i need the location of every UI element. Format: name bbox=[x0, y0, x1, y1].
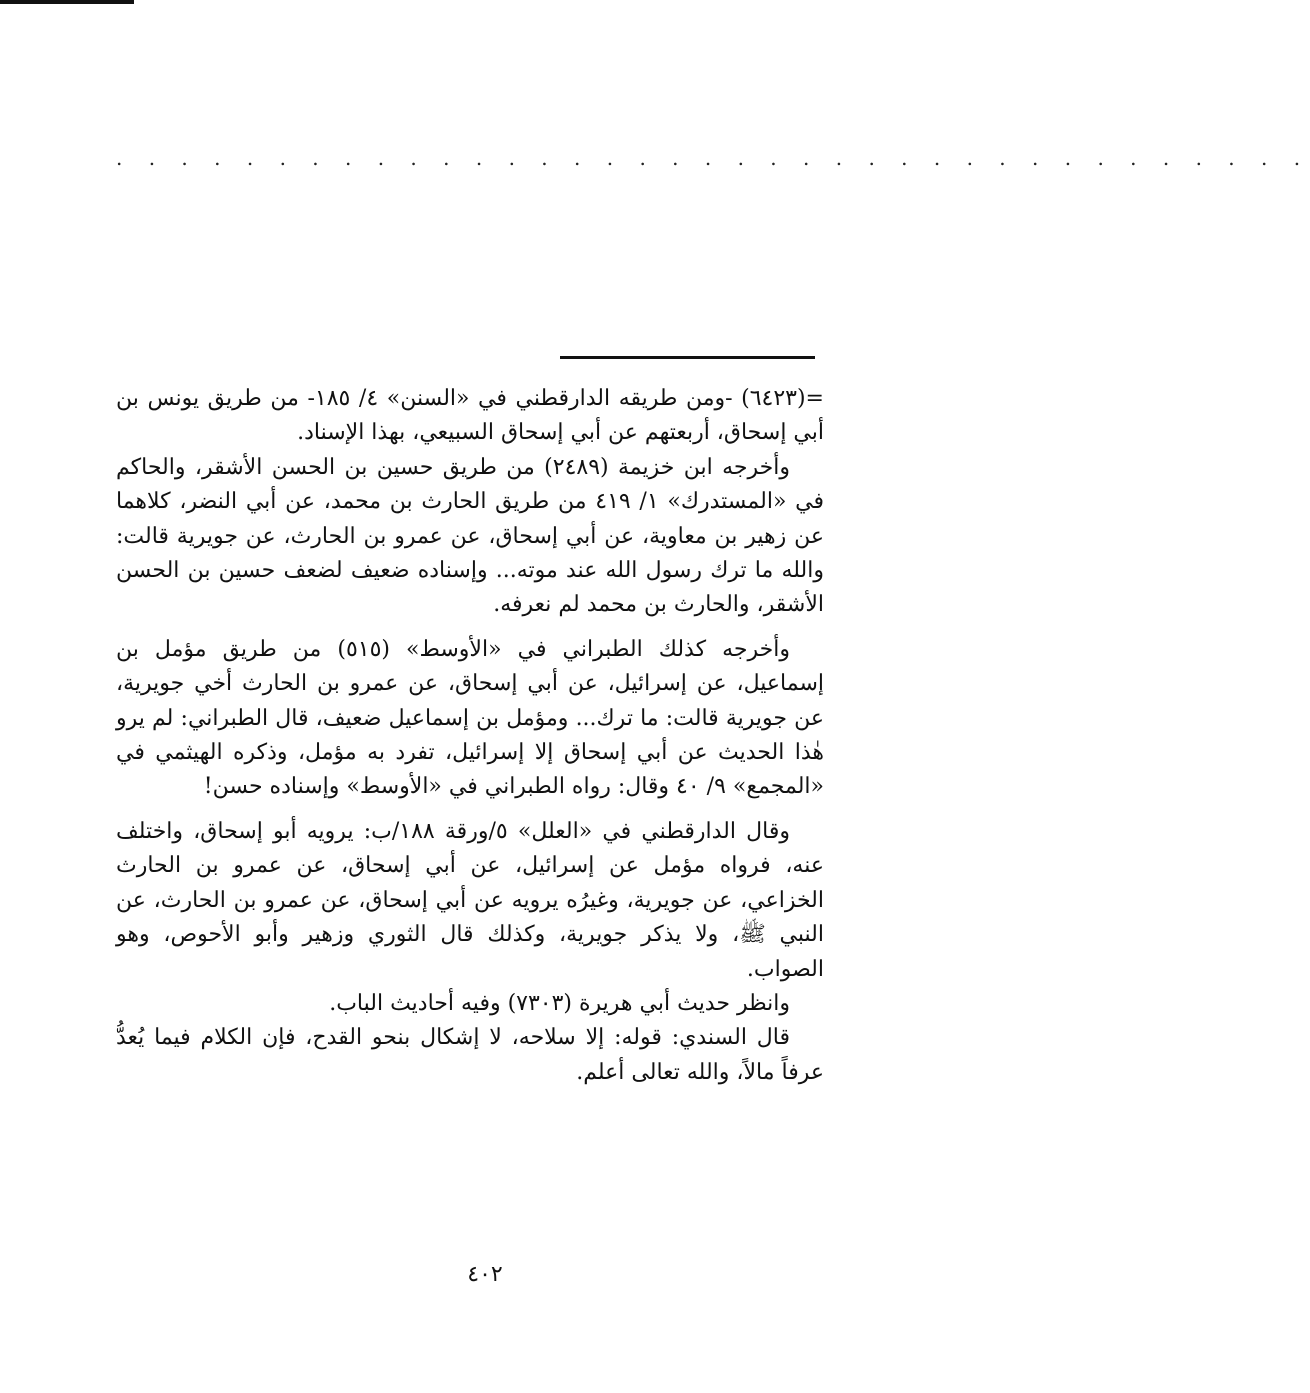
dotted-separator: . . . . . . . . . . . . . . . . . . . . . . . . . . . . . . . . . . . . . bbox=[116, 146, 1310, 170]
footnote-paragraph-tabarani: وأخرجه كذلك الطبراني في «الأوسط» (٥١٥) من طريق مؤمل بن إسماعيل، عن إسرائيل، عن أبي إسحاق، عن عمرو بن الحارث أخي جويرية، عن جويرية قالت: ما ترك... ومؤمل بن إسماعيل ضعيف، قال الطبراني: لم يرو هٰذا الحديث عن أبي إسحاق إلا إسرائيل، تفرد به مؤمل، وذكره الهيثمي في «المجمع» ٩/ ٤٠ وقال: رواه الطبراني في «الأوسط» وإسناده حسن! bbox=[116, 636, 824, 800]
footnote-text bbox=[116, 382, 824, 1090]
footnote-paragraph-continuation: =(٦٤٢٣) -ومن طريقه الدارقطني في «السنن» ٤/ ١٨٥- من طريق يونس بن أبي إسحاق، أربعتهم عن أبي إسحاق السبيعي، بهذا الإسناد. bbox=[116, 386, 824, 446]
footnote-paragraph-see-also: وانظر حديث أبي هريرة (٧٣٠٣) وفيه أحاديث الباب. bbox=[329, 990, 790, 1016]
footnote-paragraph-daraqutni: وقال الدارقطني في «العلل» ٥/ورقة ١٨٨/ب: يرويه أبو إسحاق، واختلف عنه، فرواه مؤمل عن إسرائيل، عن أبي إسحاق، عن عمرو بن الحارث الخزاعي، عن جويرية، وغيرُه يرويه عن أبي إسحاق، عن عمرو بن الحارث، عن النبي ﷺ، ولا يذكر جويرية، وكذلك قال الثوري وزهير وأبو الأحوص، وهو الصواب. bbox=[116, 818, 824, 982]
footnote-paragraph-sindi: قال السندي: قوله: إلا سلاحه، لا إشكال بنحو القدح، فإن الكلام فيما يُعدُّ عرفاً مالاً، والله تعالى أعلم. bbox=[116, 1025, 824, 1085]
footnote-paragraph-ibn-khuzaymah: وأخرجه ابن خزيمة (٢٤٨٩) من طريق حسين بن الحسن الأشقر، والحاكم في «المستدرك» ١/ ٤١٩ من طريق الحارث بن محمد، عن أبي النضر، كلاهما عن زهير بن معاوية، عن أبي إسحاق، عن عمرو بن الحارث، عن جويرية قالت: والله ما ترك رسول الله عند موته... وإسناده ضعيف لضعف حسين بن الحسن الأشقر، والحارث بن محمد لم نعرفه. bbox=[116, 454, 824, 618]
page-number: ٤٠٢ bbox=[467, 1262, 503, 1287]
top-rule bbox=[0, 0, 134, 4]
footnote-separator-rule bbox=[560, 356, 815, 359]
